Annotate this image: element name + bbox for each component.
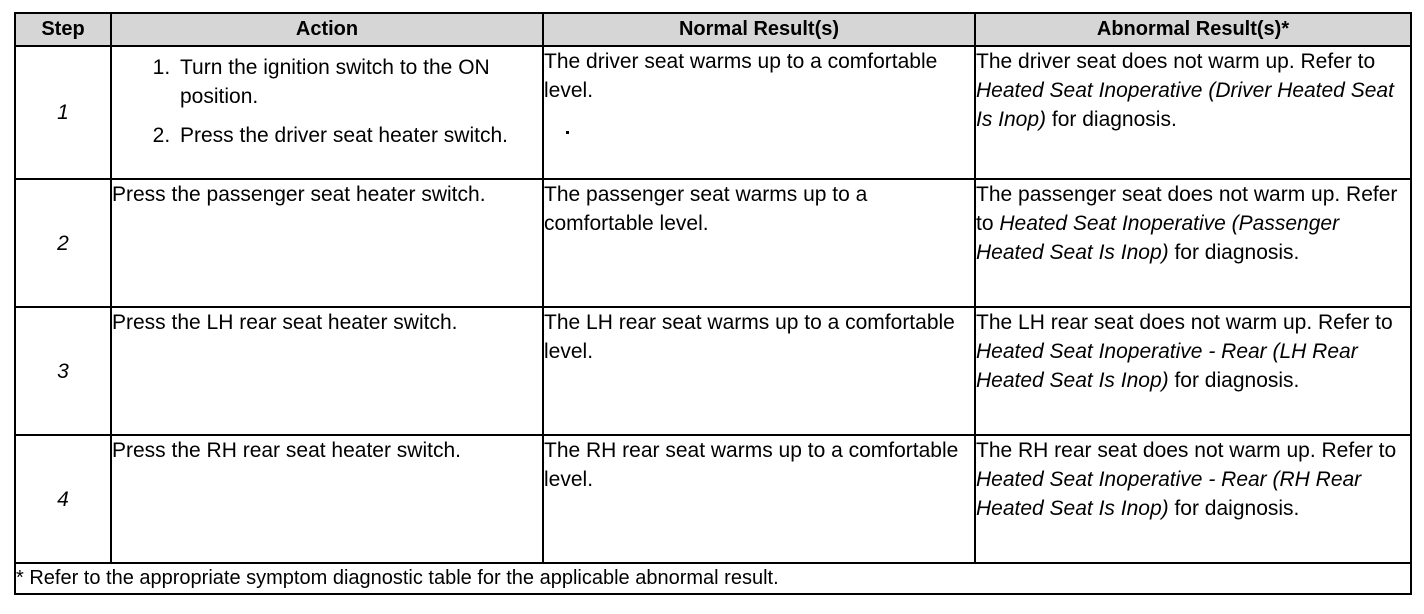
action-steps-list <box>112 53 542 150</box>
diagnostic-table <box>14 12 1412 595</box>
abnormal-result-text: The passenger seat does not warm up. Refer to <box>976 183 1398 235</box>
header-abnormal-results: Abnormal Result(s)* <box>975 13 1411 46</box>
footnote: * Refer to the appropriate symptom diagnostic table for the applicable abnormal result. <box>15 563 1411 594</box>
step-number: 1 <box>15 46 111 179</box>
abnormal-result-text: The driver seat does not warm up. Refer to <box>976 50 1376 73</box>
reference-title: Heated Seat Inoperative - Rear (RH Rear Heated Seat Is Inop) <box>976 468 1362 520</box>
header-action: Action <box>111 13 543 46</box>
action-step-item: 2. Press the driver seat heater switch. <box>176 121 542 150</box>
normal-result-cell: The passenger seat warms up to a comfortable level. <box>543 179 975 307</box>
abnormal-result-suffix: for diagnosis. <box>1174 369 1300 392</box>
table-row <box>15 46 1411 179</box>
normal-result-cell: The RH rear seat warms up to a comfortable level. <box>543 435 975 563</box>
abnormal-result-suffix: for daignosis. <box>1174 497 1300 520</box>
normal-result-cell: The driver seat warms up to a comfortable level. <box>543 46 975 179</box>
header-row <box>15 13 1411 46</box>
step-number: 2 <box>15 179 111 307</box>
abnormal-result-cell <box>975 179 1411 307</box>
action-cell <box>111 46 543 179</box>
reference-title: Heated Seat Inoperative (Passenger Heated Seat Is Inop) <box>976 212 1340 264</box>
step-number: 4 <box>15 435 111 563</box>
normal-result-cell: The LH rear seat warms up to a comfortable level. <box>543 307 975 435</box>
header-step: Step <box>15 13 111 46</box>
scan-speck <box>566 131 569 134</box>
header-normal-results: Normal Result(s) <box>543 13 975 46</box>
table-row <box>15 435 1411 563</box>
action-cell: Press the LH rear seat heater switch. <box>111 307 543 435</box>
table-row <box>15 307 1411 435</box>
abnormal-result-suffix: for diagnosis. <box>1051 108 1177 131</box>
footnote-row <box>15 563 1411 594</box>
action-cell: Press the RH rear seat heater switch. <box>111 435 543 563</box>
abnormal-result-cell <box>975 307 1411 435</box>
action-step-item: 1. Turn the ignition switch to the ON position. <box>176 53 542 111</box>
abnormal-result-cell <box>975 435 1411 563</box>
reference-title: Heated Seat Inoperative - Rear (LH Rear Heated Seat Is Inop) <box>976 340 1358 392</box>
step-number: 3 <box>15 307 111 435</box>
action-cell: Press the passenger seat heater switch. <box>111 179 543 307</box>
abnormal-result-text: The RH rear seat does not warm up. Refer to <box>976 439 1397 462</box>
abnormal-result-suffix: for diagnosis. <box>1174 241 1300 264</box>
abnormal-result-text: The LH rear seat does not warm up. Refer to <box>976 311 1393 334</box>
table-row <box>15 179 1411 307</box>
abnormal-result-cell <box>975 46 1411 179</box>
reference-title: Heated Seat Inoperative (Driver Heated Seat Is Inop) <box>976 79 1394 131</box>
